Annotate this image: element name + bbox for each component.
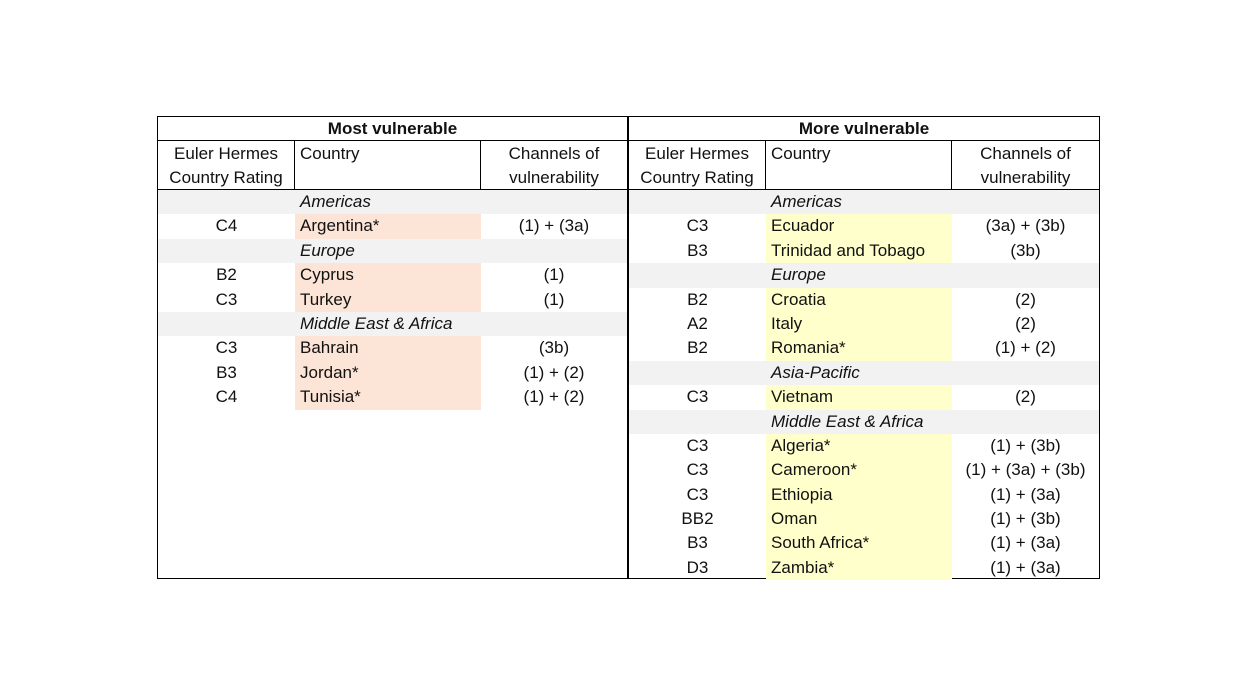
rating-cell: C3	[686, 460, 709, 480]
channels-cell: (1)	[543, 289, 565, 309]
rating-cell: C4	[215, 387, 238, 407]
rating-cell: B2	[216, 265, 237, 285]
channels-cell: (2)	[1015, 387, 1036, 407]
table-row	[158, 288, 627, 312]
table-row	[158, 263, 627, 287]
most-vulnerable-panel	[158, 117, 629, 578]
rating-column-header	[629, 141, 766, 189]
country-cell: Ecuador	[766, 214, 952, 238]
channels-column-header	[952, 141, 1099, 189]
channels-cell	[860, 361, 1099, 385]
channels-cell	[923, 410, 1099, 434]
country-cell: Algeria*	[766, 434, 952, 458]
rating-cell: B3	[687, 240, 708, 260]
country-cell: Vietnam	[766, 385, 952, 409]
rating-header-line1: Euler Hermes	[645, 144, 749, 163]
region-row	[629, 410, 1099, 434]
rating-column-header	[158, 141, 295, 189]
rating-cell: B3	[216, 362, 237, 382]
vulnerability-table	[157, 116, 1100, 579]
rating-cell	[158, 239, 295, 263]
rating-cell: A2	[687, 313, 708, 333]
channels-cell: (1) + (2)	[523, 387, 585, 407]
country-cell: Zambia*	[766, 556, 952, 580]
table-row	[629, 507, 1099, 531]
channels-header-line1: Channels of	[980, 144, 1071, 163]
country-cell: Italy	[766, 312, 952, 336]
region-row	[158, 190, 627, 214]
channels-cell: (1) + (3a)	[990, 557, 1061, 577]
rating-cell: C3	[686, 484, 709, 504]
country-cell: Trinidad and Tobago	[766, 239, 952, 263]
country-cell: Bahrain	[295, 336, 481, 360]
channels-cell: (1) + (3a) + (3b)	[965, 460, 1086, 480]
rating-header-line2: Country Rating	[169, 168, 283, 187]
channels-cell	[355, 239, 627, 263]
country-cell: Cameroon*	[766, 458, 952, 482]
country-cell: Tunisia*	[295, 385, 481, 409]
channels-cell: (1) + (2)	[523, 362, 585, 382]
table-row	[158, 361, 627, 385]
channels-cell: (1) + (3b)	[990, 435, 1061, 455]
rating-cell	[629, 263, 766, 287]
table-row	[629, 288, 1099, 312]
channels-cell	[826, 263, 1099, 287]
channels-cell: (1) + (3b)	[990, 509, 1061, 529]
table-row	[629, 239, 1099, 263]
more-vulnerable-panel	[629, 117, 1099, 578]
country-cell: Romania*	[766, 336, 952, 360]
channels-cell: (1) + (2)	[995, 338, 1056, 358]
channels-header-line1: Channels of	[508, 144, 600, 163]
rating-cell	[158, 312, 295, 336]
table-row	[629, 458, 1099, 482]
region-row	[629, 263, 1099, 287]
channels-cell: (1) + (3a)	[990, 484, 1061, 504]
region-row	[158, 239, 627, 263]
country-cell: South Africa*	[766, 531, 952, 555]
country-cell: Cyprus	[295, 263, 481, 287]
column-header-row	[629, 141, 1099, 190]
table-row	[629, 214, 1099, 238]
rating-cell: D3	[686, 557, 709, 577]
table-row	[158, 336, 627, 360]
channels-column-header	[481, 141, 627, 189]
more-vulnerable-title: More vulnerable	[629, 117, 1099, 141]
region-label: Europe	[300, 240, 355, 260]
channels-cell	[371, 190, 627, 214]
region-label: Asia-Pacific	[771, 362, 860, 382]
channels-header-line2: vulnerability	[980, 168, 1071, 187]
rating-header-line2: Country Rating	[640, 168, 754, 187]
country-cell: Argentina*	[295, 214, 481, 238]
rating-cell: B2	[687, 338, 708, 358]
table-row	[629, 556, 1099, 580]
region-label: Europe	[771, 265, 826, 285]
table-row	[158, 385, 627, 409]
rating-cell	[629, 190, 766, 214]
channels-cell	[842, 190, 1099, 214]
country-column-header: Country	[295, 141, 481, 189]
channels-cell	[452, 312, 627, 336]
region-row	[629, 190, 1099, 214]
table-row	[629, 434, 1099, 458]
rating-cell: C3	[215, 338, 238, 358]
channels-cell: (1)	[543, 265, 565, 285]
table-row	[629, 336, 1099, 360]
rating-cell	[629, 410, 766, 434]
rating-header-line1: Euler Hermes	[174, 144, 278, 163]
country-cell: Jordan*	[295, 361, 481, 385]
country-cell: Oman	[766, 507, 952, 531]
table-row	[629, 531, 1099, 555]
most-vulnerable-rows	[158, 190, 627, 410]
rating-cell: B3	[687, 533, 708, 553]
rating-cell: C3	[215, 289, 238, 309]
region-row	[629, 361, 1099, 385]
rating-cell: C3	[686, 435, 709, 455]
region-row	[158, 312, 627, 336]
rating-cell: C3	[686, 216, 709, 236]
rating-cell: BB2	[681, 509, 714, 529]
rating-cell: B2	[687, 289, 708, 309]
most-vulnerable-title: Most vulnerable	[158, 117, 627, 141]
rating-cell	[629, 361, 766, 385]
channels-cell: (1) + (3a)	[518, 216, 590, 236]
country-cell: Turkey	[295, 288, 481, 312]
channels-cell: (3a) + (3b)	[985, 216, 1066, 236]
country-cell: Croatia	[766, 288, 952, 312]
channels-cell: (3b)	[538, 338, 570, 358]
rating-cell: C3	[686, 387, 709, 407]
table-row	[158, 214, 627, 238]
table-row	[629, 385, 1099, 409]
region-label: Americas	[771, 192, 842, 211]
channels-cell: (1) + (3a)	[990, 533, 1061, 553]
table-row	[629, 312, 1099, 336]
country-column-header: Country	[766, 141, 952, 189]
region-label: Americas	[300, 192, 371, 211]
channels-cell: (3b)	[1010, 240, 1041, 260]
channels-header-line2: vulnerability	[509, 168, 599, 187]
country-cell: Ethiopia	[766, 483, 952, 507]
more-vulnerable-rows	[629, 190, 1099, 580]
rating-cell	[158, 190, 295, 214]
channels-cell: (2)	[1015, 313, 1036, 333]
channels-cell: (2)	[1015, 289, 1036, 309]
rating-cell: C4	[215, 216, 238, 236]
region-label: Middle East & Africa	[300, 313, 453, 333]
region-label: Middle East & Africa	[771, 411, 924, 431]
table-row	[629, 483, 1099, 507]
column-header-row	[158, 141, 627, 190]
